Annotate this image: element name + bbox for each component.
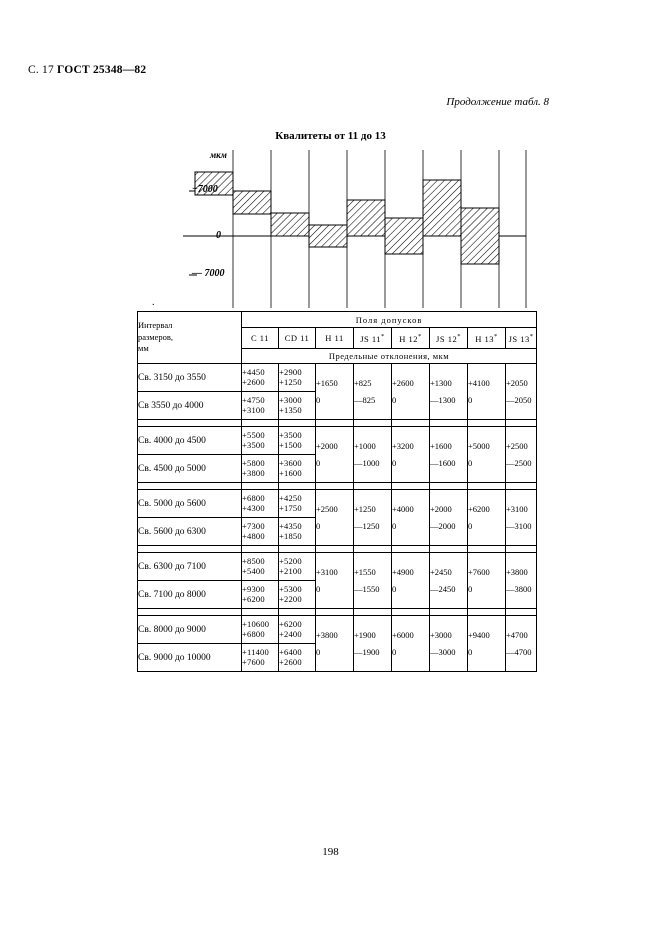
column-header-h12-label: H 12 [399,333,418,344]
value-js12 [430,553,468,609]
value-c11-upper: +5800 [242,457,265,468]
value-js13-lower: —2500 [506,457,532,468]
value-c11-upper: +4450 [242,366,265,377]
value-js12-lower: —2450 [430,583,456,594]
value-h13-upper: +9400 [468,630,490,641]
range-cell: Св. 5600 до 6300 [138,518,242,546]
value-js13-lower: —2050 [506,394,532,405]
value-js12-upper: +2000 [430,504,452,515]
group-separator-cell [468,420,506,427]
value-c11 [242,616,279,644]
group-separator-cell [430,420,468,427]
value-cd11 [279,553,316,581]
value-js13-lower: —3100 [506,520,532,531]
header-subtitle: Предельные отклонения, мкм [242,349,537,364]
group-separator-cell [354,609,392,616]
value-h13-lower: 0 [468,520,473,531]
value-c11 [242,427,279,455]
range-cell: Св. 4000 до 4500 [138,427,242,455]
value-h11 [316,427,354,483]
column-header-h12-sup: * [418,332,422,340]
group-separator-cell [279,546,316,553]
value-h12 [392,364,430,420]
group-separator-cell [392,483,430,490]
value-cd11-upper: +3000 [279,394,302,405]
range-cell: Св. 7100 до 8000 [138,581,242,609]
value-js11-lower: —1000 [354,457,380,468]
group-separator-cell [242,546,279,553]
value-h11 [316,616,354,672]
value-c11-upper: +7300 [242,520,265,531]
value-h12-lower: 0 [392,520,397,531]
value-h11 [316,490,354,546]
group-separator-cell [316,609,354,616]
value-js12-upper: +2450 [430,567,452,578]
value-h12-lower: 0 [392,583,397,594]
value-h12 [392,553,430,609]
table-header-fields-row [138,312,537,328]
value-js13 [506,616,537,672]
column-header-cd11-label: CD 11 [284,333,310,343]
value-js13 [506,490,537,546]
value-h13-upper: +7600 [468,567,490,578]
value-c11 [242,644,279,672]
page-header [28,64,146,76]
value-h11-lower: 0 [316,646,321,657]
value-cd11-lower: +2100 [279,565,302,576]
value-cd11-lower: +2200 [279,593,302,604]
group-separator-cell [138,546,242,553]
value-h11 [316,364,354,420]
value-js12 [430,616,468,672]
chart-tick-minus: — 7000 [192,268,225,279]
value-h11 [316,553,354,609]
column-header-js13 [506,328,537,349]
value-cd11-upper: +6400 [279,646,302,657]
group-separator-cell [392,609,430,616]
group-separator-cell [279,483,316,490]
value-h12-lower: 0 [392,394,397,405]
value-js11-lower: —825 [354,394,376,405]
value-cd11-lower: +1850 [279,530,302,541]
chart-plot-area [137,148,536,308]
value-c11-lower: +3800 [242,467,265,478]
range-cell: Св. 8000 до 9000 [138,616,242,644]
column-header-cd11 [279,328,316,349]
value-cd11 [279,392,316,420]
value-h13-upper: +6200 [468,504,490,515]
value-cd11-lower: +1350 [279,404,302,415]
value-h12-upper: +2600 [392,378,414,389]
value-h13 [468,427,506,483]
group-separator-cell [316,546,354,553]
group-separator-cell [430,546,468,553]
value-h11-lower: 0 [316,520,321,531]
column-header-js12-label: JS 12 [436,333,458,344]
value-c11-lower: +4800 [242,530,265,541]
group-separator [138,483,537,490]
group-separator [138,609,537,616]
column-header-h11-label: H 11 [325,333,344,343]
header-fields-title: Поля допусков [242,312,537,328]
group-separator-cell [138,483,242,490]
group-separator [138,546,537,553]
table-row [138,616,537,644]
column-header-js13-label: JS 13 [508,333,530,344]
value-js11-upper: +825 [354,378,372,389]
value-h12-upper: +3200 [392,441,414,452]
group-separator [138,420,537,427]
value-h13-upper: +4100 [468,378,490,389]
group-separator-cell [392,420,430,427]
group-separator-cell [506,609,537,616]
value-c11 [242,455,279,483]
value-h13 [468,490,506,546]
header-interval-cell [138,312,242,364]
value-js12 [430,364,468,420]
value-h11-upper: +3800 [316,630,338,641]
group-separator-cell [242,420,279,427]
value-c11 [242,364,279,392]
header-interval-line3: мм [138,343,149,354]
group-separator-cell [468,546,506,553]
chart-title: Квалитеты от 11 до 13 [275,130,386,142]
value-c11 [242,518,279,546]
group-separator-cell [506,420,537,427]
group-separator-cell [138,420,242,427]
table-row [138,427,537,455]
value-h11-lower: 0 [316,394,321,405]
column-header-c11 [242,328,279,349]
range-cell: Св. 4500 до 5000 [138,455,242,483]
value-js12-upper: +1600 [430,441,452,452]
value-js13-upper: +2050 [506,378,528,389]
group-separator-cell [468,609,506,616]
group-separator-cell [430,483,468,490]
header-interval-line2: размеров, [138,331,174,342]
value-cd11 [279,364,316,392]
group-separator-cell [316,483,354,490]
value-h11-upper: +1650 [316,378,338,389]
group-separator-cell [506,546,537,553]
continuation-note: Продолжение табл. 8 [446,96,549,108]
group-separator-cell [468,483,506,490]
value-c11-lower: +3500 [242,439,265,450]
stray-mark: . [152,297,155,308]
range-cell: Св. 3150 до 3550 [138,364,242,392]
value-cd11-upper: +5200 [279,555,302,566]
value-c11 [242,581,279,609]
value-c11-lower: +4300 [242,502,265,513]
value-c11-upper: +11400 [242,646,269,657]
value-h12 [392,490,430,546]
value-h12-lower: 0 [392,457,397,468]
value-h13-lower: 0 [468,394,473,405]
value-js11 [354,490,392,546]
value-h11-lower: 0 [316,457,321,468]
column-header-js13-sup: * [529,332,534,340]
value-cd11 [279,616,316,644]
value-h13-lower: 0 [468,583,473,594]
column-header-h13-label: H 13 [475,333,494,344]
value-js13 [506,364,537,420]
value-cd11-upper: +4250 [279,492,302,503]
group-separator-cell [354,546,392,553]
value-js11-upper: +1250 [354,504,376,515]
value-js12 [430,427,468,483]
value-h13-lower: 0 [468,457,473,468]
group-separator-cell [138,609,242,616]
value-c11 [242,392,279,420]
value-h13 [468,364,506,420]
value-js11-upper: +1550 [354,567,376,578]
value-js12-lower: —2000 [430,520,456,531]
group-separator-cell [279,609,316,616]
value-js13-upper: +3800 [506,567,528,578]
group-separator-cell [316,420,354,427]
value-c11-upper: +10600 [242,618,270,629]
value-h12-lower: 0 [392,646,397,657]
value-c11-lower: +3100 [242,404,265,415]
value-c11-upper: +9300 [242,583,265,594]
column-header-js11-sup: * [381,332,385,340]
value-cd11-lower: +1600 [279,467,302,478]
value-h11-upper: +2500 [316,504,338,515]
table-row [138,490,537,518]
standard-number: ГОСТ 25348—82 [57,64,147,76]
value-c11-upper: +8500 [242,555,265,566]
value-js13-upper: +2500 [506,441,528,452]
value-js11-lower: —1900 [354,646,380,657]
value-c11 [242,553,279,581]
chart-tick-plus: +7000 [192,184,218,195]
value-js11 [354,364,392,420]
group-separator-cell [430,609,468,616]
page-ref: С. 17 [28,64,54,76]
column-header-js12-sup: * [457,332,461,340]
value-js13-lower: —3800 [506,583,532,594]
value-h13 [468,616,506,672]
header-interval-line1: Интервал [138,320,173,331]
value-cd11-lower: +1500 [279,439,302,450]
value-js12-lower: —3000 [430,646,456,657]
chart-tick-zero: 0 [216,230,221,241]
range-cell: Св. 9000 до 10000 [138,644,242,672]
value-h12 [392,616,430,672]
column-header-js11 [354,328,392,349]
value-h12-upper: +6000 [392,630,414,641]
value-js13-lower: —4700 [506,646,532,657]
tolerance-chart [137,148,536,308]
value-c11-lower: +6200 [242,593,265,604]
value-js13 [506,553,537,609]
value-cd11-lower: +1750 [279,502,302,513]
column-header-h13 [468,328,506,349]
value-c11 [242,490,279,518]
tolerance-table [137,311,537,672]
value-js11 [354,553,392,609]
value-cd11 [279,644,316,672]
group-separator-cell [392,546,430,553]
column-header-h11 [316,328,354,349]
range-cell: Св. 5000 до 5600 [138,490,242,518]
value-c11-lower: +5400 [242,565,265,576]
table-row [138,553,537,581]
value-h12-upper: +4900 [392,567,414,578]
value-js13-upper: +3100 [506,504,528,515]
value-h11-upper: +3100 [316,567,338,578]
table-row [138,364,537,392]
value-c11-lower: +7600 [242,656,265,667]
group-separator-cell [354,483,392,490]
value-js12-lower: —1300 [430,394,456,405]
value-js11-lower: —1550 [354,583,380,594]
value-cd11-upper: +5300 [279,583,302,594]
value-js13-upper: +4700 [506,630,528,641]
column-header-c11-label: C 11 [251,333,269,343]
value-cd11-upper: +3500 [279,429,302,440]
value-c11-lower: +6800 [242,628,265,639]
value-js11-lower: —1250 [354,520,380,531]
value-cd11-upper: +6200 [279,618,302,629]
value-c11-upper: +5500 [242,429,265,440]
value-js11 [354,427,392,483]
range-cell: Св 3550 до 4000 [138,392,242,420]
value-js12 [430,490,468,546]
value-js13 [506,427,537,483]
value-c11-upper: +4750 [242,394,265,405]
group-separator-cell [279,420,316,427]
value-cd11-lower: +2600 [279,656,302,667]
value-h12-upper: +4000 [392,504,414,515]
group-separator-cell [242,609,279,616]
column-header-h12 [392,328,430,349]
value-cd11-upper: +2900 [279,366,302,377]
chart-unit-label: мкм [210,150,227,160]
value-js11-upper: +1000 [354,441,376,452]
column-header-h13-sup: * [494,332,498,340]
value-h13-lower: 0 [468,646,473,657]
value-cd11-lower: +1250 [279,376,302,387]
value-h13 [468,553,506,609]
column-header-js11-label: JS 11 [360,333,382,344]
value-c11-lower: +2600 [242,376,265,387]
value-cd11 [279,455,316,483]
value-cd11 [279,581,316,609]
value-h11-lower: 0 [316,583,321,594]
value-js11-upper: +1900 [354,630,376,641]
value-cd11-upper: +4350 [279,520,302,531]
range-cell: Св. 6300 до 7100 [138,553,242,581]
group-separator-cell [242,483,279,490]
group-separator-cell [506,483,537,490]
column-header-js12 [430,328,468,349]
value-cd11 [279,518,316,546]
value-js12-upper: +1300 [430,378,452,389]
page-number: 198 [322,846,339,858]
value-cd11 [279,427,316,455]
value-h11-upper: +2000 [316,441,338,452]
value-js12-upper: +3000 [430,630,452,641]
value-h12 [392,427,430,483]
value-cd11 [279,490,316,518]
value-c11-upper: +6800 [242,492,265,503]
value-js11 [354,616,392,672]
value-cd11-lower: +2400 [279,628,302,639]
value-cd11-upper: +3600 [279,457,302,468]
value-js12-lower: —1600 [430,457,456,468]
value-h13-upper: +5000 [468,441,490,452]
group-separator-cell [354,420,392,427]
